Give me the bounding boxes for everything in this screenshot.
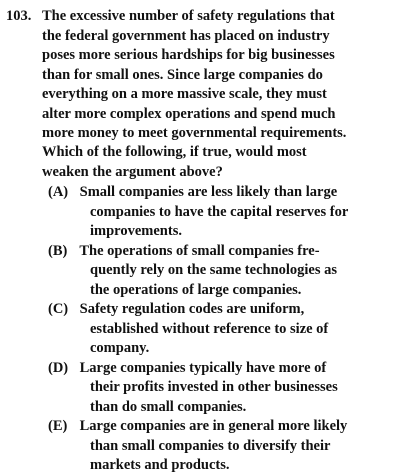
prompt-line: Which of the following, if true, would most: [42, 144, 307, 160]
answer-choice-c[interactable]: [48, 300, 400, 359]
answer-choice-d[interactable]: [48, 359, 400, 418]
choice-text: The operations of small companies fre-: [79, 242, 320, 259]
answer-choice-e[interactable]: [48, 417, 400, 476]
stem-line: everything on a more massive scale, they must: [42, 86, 327, 102]
choice-text: improvements.: [90, 223, 182, 239]
choice-text: Small companies are less likely than large: [79, 184, 338, 200]
prompt-line: weaken the argument above?: [42, 163, 223, 180]
choice-text: companies to have the capital reserves for: [90, 203, 349, 220]
question-number: 103.: [6, 8, 32, 24]
choice-label: (E): [48, 418, 68, 434]
stem-line: The excessive number of safety regulations that: [42, 8, 335, 24]
choice-text: Large companies are in general more likely: [79, 418, 348, 434]
choice-label: (C): [48, 301, 69, 317]
choice-text: established without reference to size of: [90, 320, 329, 337]
stem-line: the federal government has placed on industry: [42, 27, 330, 44]
choice-text: their profits invested in other businesses: [90, 379, 338, 395]
answer-choice-a[interactable]: [48, 183, 400, 242]
choice-text: Safety regulation codes are uniform,: [79, 301, 305, 317]
choice-text: markets and products.: [90, 457, 230, 473]
choice-text: the operations of large companies.: [90, 281, 302, 298]
question-prompt: [42, 143, 400, 182]
question-stem: [42, 7, 400, 144]
answer-choice-b[interactable]: [48, 242, 400, 301]
stem-line: alter more complex operations and spend much: [42, 105, 336, 122]
answer-choices: [48, 183, 400, 476]
stem-line: more money to meet governmental requirements.: [42, 125, 347, 141]
choice-text: company.: [90, 340, 150, 356]
choice-label: (B): [48, 242, 68, 259]
stem-line: poses more serious hardships for big businesses: [42, 47, 335, 63]
stem-line: than for small ones. Since large companies do: [42, 66, 323, 83]
choice-text: Large companies typically have more of: [79, 359, 327, 376]
choice-text: than do small companies.: [90, 398, 247, 415]
choice-text: than small companies to diversify their: [90, 437, 331, 454]
choice-text: quently rely on the same technologies as: [90, 262, 338, 278]
choice-label: (D): [48, 359, 69, 376]
choice-label: (A): [48, 184, 69, 200]
